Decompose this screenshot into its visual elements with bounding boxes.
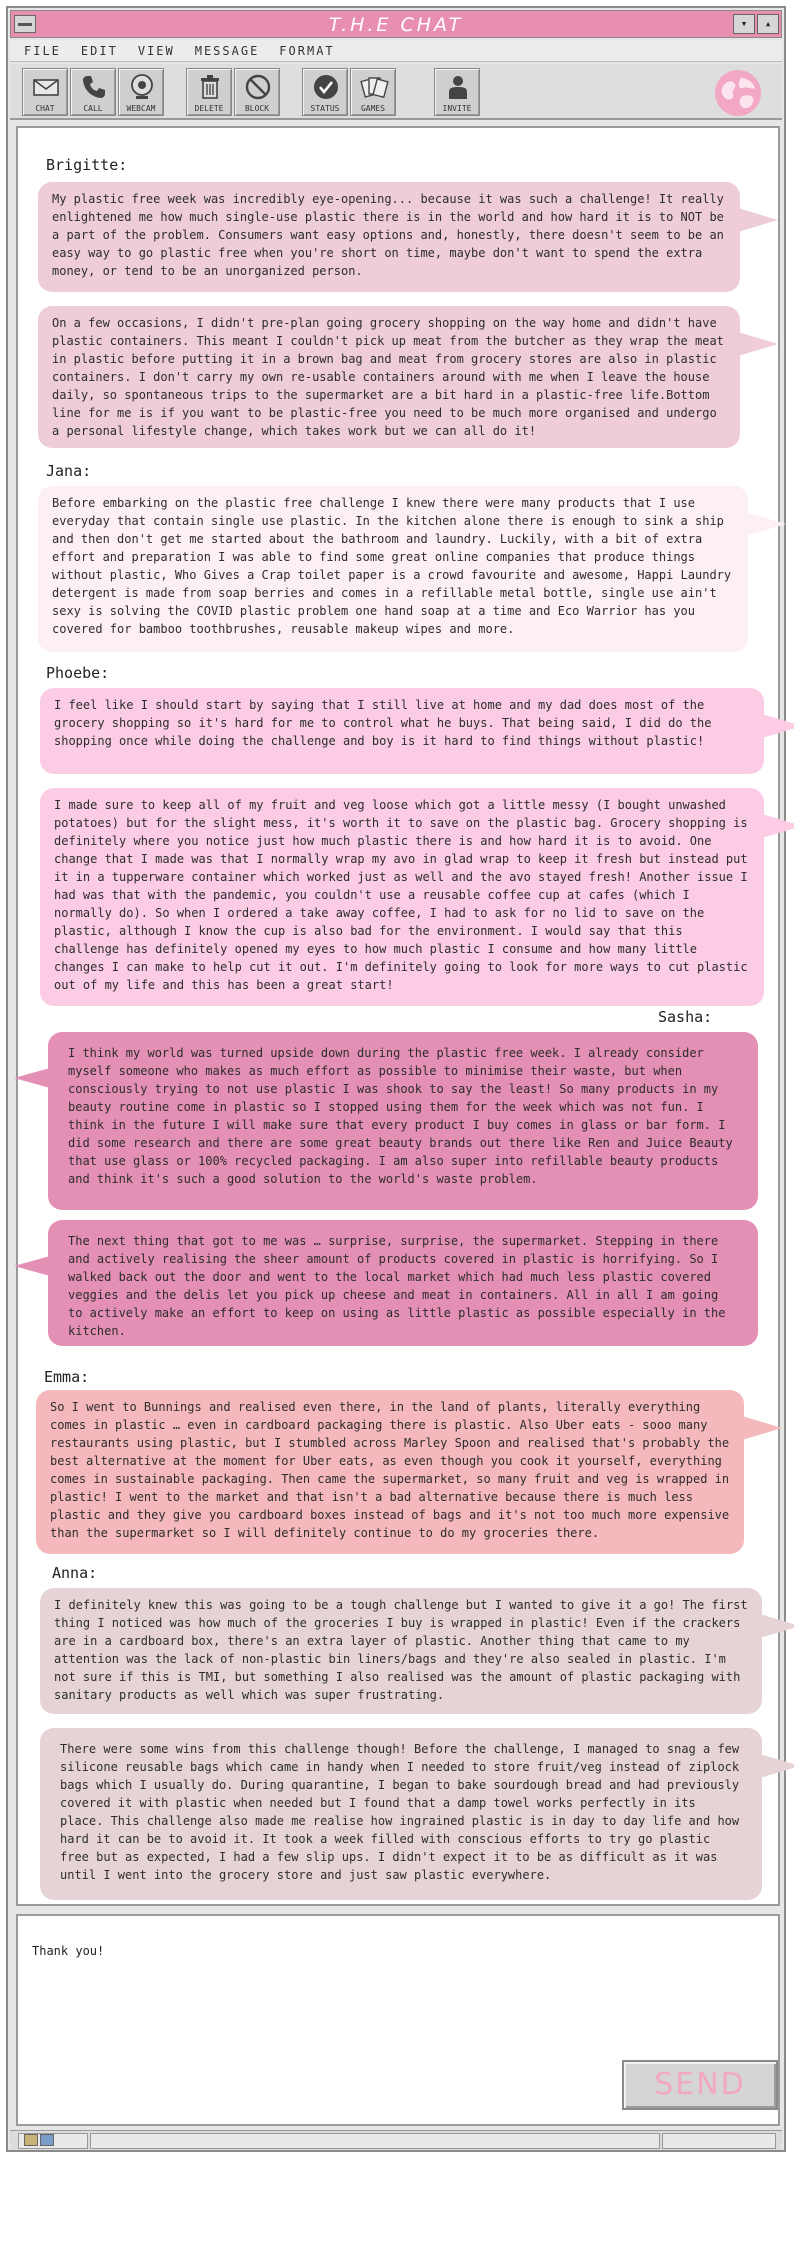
games-label: GAMES bbox=[360, 104, 386, 113]
delete-button[interactable] bbox=[186, 68, 232, 116]
window-title: T.H.E CHAT bbox=[328, 14, 464, 36]
compose-area[interactable] bbox=[16, 1914, 780, 2126]
webcam-icon bbox=[127, 72, 157, 102]
message-bubble: Before embarking on the plastic free challenge I knew there were many products that I use everyday that contain single use plastic. In the kitchen alone there is enough to sink a ship and then don't get me started about the bathroom and laundry. Luckily, with a bit of extra effort and preparation I was able to find some great online companies that produce things without plastic, Who Gives a Crap toilet paper is a crowd favourite and awesome, Happi Laundry detergent is made from soap berries and comes in a refillable metal bottle, single use ain't sexy is solving the COVID plastic problem one hand soap at a time and Eco Warrior has you covered for bamboo toothbrushes, reusable makeup wipes and more. bbox=[38, 486, 748, 652]
speaker-sasha: Sasha: bbox=[658, 1008, 713, 1026]
menu-edit[interactable]: EDIT bbox=[80, 43, 118, 58]
send-button[interactable]: SEND bbox=[622, 2060, 778, 2110]
message-bubble: I made sure to keep all of my fruit and veg loose which got a little messy (I bought unwashed potatoes) but for the slight mess, it's worth it to save on the plastic bag. Grocery shopping is definitely where you notice just how much plastic there is and how hard it is to avoid. One change that I made was that I normally wrap my avo in glad wrap to keep it fresh but instead put it in a tupperware container which worked just as well and the avo stayed fresh! Another issue I had was that with the pandemic, you couldn't use a reusable coffee cup at cafes (which I normally do). So when I ordered a take away coffee, I had to ask for no lid to save on the plastic, although I know the cup is also bad for the environment. I would say that this challenge has definitely opened my eyes to how much plastic I consume and how many little changes I can make to help cut it out. I'm definitely going to look for more ways to cut plastic out of my life and this has been a great start! bbox=[40, 788, 764, 1006]
message-bubble: On a few occasions, I didn't pre-plan going grocery shopping on the way home and didn't have plastic containers. This meant I couldn't pick up meat from the butcher as they wrap the meat in plastic before putting it in a brown bag and meat from grocery stores are also in plastic containers. I don't carry my own re-usable containers around with me when I leave the house daily, so spontaneous trips to the supermarket are a bit hard in a plastic-free life.Bottom line for me is if you want to be plastic-free you need to be much more organised and undergo a personal lifestyle change, which takes work but we can all do it! bbox=[38, 306, 740, 448]
block-icon bbox=[243, 72, 273, 102]
message-bubble: I feel like I should start by saying that I still live at home and my dad does most of the grocery shopping so it's hard for me to control what he buys. That being said, I did do the shopping once while doing the challenge and boy is it hard to find things without plastic! bbox=[40, 688, 764, 774]
delete-label: DELETE bbox=[194, 104, 224, 113]
message-bubble: There were some wins from this challenge though! Before the challenge, I managed to snag a few silicone reusable bags which came in handy when I needed to store fruit/veg instead of ziplock bags which I usually do. During quarantine, I began to bake sourdough bread and had previously covered it with plastic when needed but I found that a damp towel works perfectly in its place. This challenge also made me realise how ingrained plastic is in day to day life and how hard it can be to avoid it. It took a week filled with conscious efforts to try go plastic free but as expected, I had a few slip ups. I didn't expect it to be as difficult as it was until I went into the grocery store and just saw plastic everywhere. bbox=[40, 1728, 762, 1900]
menu-message[interactable]: MESSAGE bbox=[194, 43, 260, 58]
menu-bar bbox=[10, 40, 782, 62]
network-icon[interactable] bbox=[40, 2134, 54, 2146]
block-button[interactable] bbox=[234, 68, 280, 116]
message-bubble: I definitely knew this was going to be a tough challenge but I wanted to give it a go! The first thing I noticed was how much of the groceries I buy is wrapped in plastic! Even if the crackers are in a cardboard box, there's an extra layer of plastic. Another thing that came to my attention was the lack of non-plastic bin liners/bags and they're also sealed in plastic. I'm not sure if this is TMI, but something I also realised was the amount of plastic packaging with sanitary products as well which was super frustrating. bbox=[40, 1588, 762, 1714]
trash-icon bbox=[195, 72, 225, 102]
status-button[interactable] bbox=[302, 68, 348, 116]
speaker-brigitte: Brigitte: bbox=[46, 156, 128, 174]
speaker-jana: Jana: bbox=[46, 462, 92, 480]
menu-view[interactable]: VIEW bbox=[137, 43, 175, 58]
speaker-emma: Emma: bbox=[44, 1368, 90, 1386]
status-pane-right bbox=[662, 2133, 776, 2149]
call-button[interactable] bbox=[70, 68, 116, 116]
checkmark-icon bbox=[311, 72, 341, 102]
person-icon bbox=[443, 72, 473, 102]
compose-input[interactable]: Thank you! bbox=[32, 1944, 105, 1958]
envelope-icon bbox=[31, 72, 61, 102]
status-pane-main bbox=[90, 2133, 660, 2149]
chat-label: CHAT bbox=[35, 104, 55, 113]
status-bar bbox=[10, 2130, 782, 2150]
webcam-button[interactable] bbox=[118, 68, 164, 116]
phone-icon bbox=[79, 72, 109, 102]
message-bubble: My plastic free week was incredibly eye-opening... because it was such a challenge! It really enlightened me how much single-use plastic there is in the world and how hard it is to NOT be a part of the problem. Consumers want easy options and, honestly, there doesn't seem to be an easy way to go plastic free when you're short on time, maybe don't want to spend the extra money, or tend to be an unorganized person. bbox=[38, 182, 740, 292]
cards-icon bbox=[359, 72, 389, 102]
globe-icon bbox=[713, 68, 763, 118]
message-bubble: The next thing that got to me was … surprise, surprise, the supermarket. Stepping in there and actively realising the sheer amount of products covered in plastic is horrifying. So I walked back out the door and went to the local market which had much less plastic covered veggies and the delis let you pick up cheese and meat in containers. All in all I am going to actively make an effort to keep on using as little plastic as possible especially in the kitchen. bbox=[48, 1220, 758, 1346]
chat-history[interactable] bbox=[16, 126, 780, 1906]
block-label: BLOCK bbox=[244, 104, 270, 113]
status-icons bbox=[24, 2134, 54, 2146]
menu-format[interactable]: FORMAT bbox=[279, 43, 335, 58]
call-label: CALL bbox=[83, 104, 103, 113]
status-label: STATUS bbox=[310, 104, 340, 113]
chat-window bbox=[6, 6, 786, 2152]
maximize-button[interactable]: ▴ bbox=[757, 14, 779, 34]
invite-label: INVITE bbox=[442, 104, 472, 113]
menu-file[interactable]: FILE bbox=[24, 43, 61, 58]
folder-icon[interactable] bbox=[24, 2134, 38, 2146]
minimize-button[interactable]: ▾ bbox=[733, 14, 755, 34]
speaker-anna: Anna: bbox=[52, 1564, 98, 1582]
toolbar bbox=[10, 64, 782, 120]
games-button[interactable] bbox=[350, 68, 396, 116]
webcam-label: WEBCAM bbox=[126, 104, 156, 113]
message-bubble: So I went to Bunnings and realised even there, in the land of plants, literally everything comes in plastic … even in cardboard packaging there is plastic. Also Uber eats - sooo many restaurants using plastic, but I stumbled across Marley Spoon and realised that's probably the best alternative at the moment for Uber eats, as even though you cook it yourself, everything comes in sustainable packaging. Then came the supermarket, so many fruit and veg is wrapped in plastic! I went to the market and that isn't a bad alternative because there is much less plastic and they give you cardboard boxes instead of bags and it's not too much more expensive than the supermarket so I will definitely continue to do my groceries there. bbox=[36, 1390, 744, 1554]
message-bubble: I think my world was turned upside down during the plastic free week. I already consider myself someone who makes as much effort as possible to minimise their waste, but when consciously trying to not use plastic I was shook to say the least! So many products in my beauty routine come in plastic so I stopped using them for the week which was not fun. I think in the future I will make sure that every product I buy comes in glass or bar form. I did some research and there are some great beauty brands out there like Ren and Juice Beauty that use glass or 100% recycled packaging. I am also super into refillable beauty products and think it's such a good solution to the world's waste problem. bbox=[48, 1032, 758, 1210]
invite-button[interactable] bbox=[434, 68, 480, 116]
chat-button[interactable] bbox=[22, 68, 68, 116]
speaker-phoebe: Phoebe: bbox=[46, 664, 110, 682]
title-bar bbox=[10, 10, 782, 38]
